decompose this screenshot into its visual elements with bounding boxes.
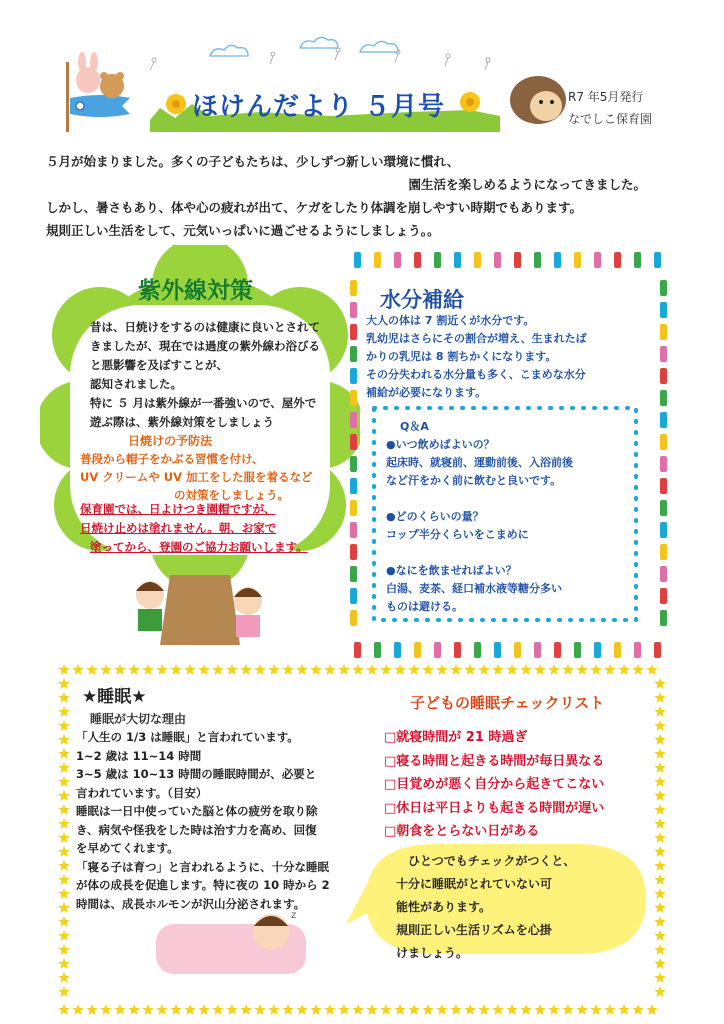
star-icon (212, 1004, 223, 1015)
star-icon (366, 664, 377, 675)
star-icon (128, 1004, 139, 1015)
water-body: 大人の体は 7 割近くが水分です。 乳幼児はさらにその割合が増え、生まれたば かりの乳児は 8 割ちかくになります。 その分失われる水分量も多く、こまめな水分 補給が必要になります。 (366, 314, 587, 399)
cup-icon (474, 252, 481, 268)
star-icon (58, 986, 69, 997)
star-icon (654, 678, 665, 689)
cup-icon (394, 252, 401, 268)
cup-icon (454, 252, 461, 268)
star-icon (380, 664, 391, 675)
star-icon (268, 1004, 279, 1015)
star-icon (492, 1004, 503, 1015)
star-icon (654, 986, 665, 997)
star-icon (352, 1004, 363, 1015)
uv-tips: 普段から帽子をかぶる習慣を付け、 UV クリームや UV 加工をした服を着るなど の対策をしましょう。 (80, 452, 313, 502)
star-icon (254, 1004, 265, 1015)
star-icon (618, 664, 629, 675)
cup-icon (660, 500, 667, 516)
star-icon (654, 860, 665, 871)
star-icon (590, 664, 601, 675)
cup-icon (454, 642, 461, 658)
cup-icon (350, 456, 357, 472)
star-icon (394, 664, 405, 675)
star-icon (492, 664, 503, 675)
star-icon (520, 664, 531, 675)
star-icon (268, 664, 279, 675)
cup-icon (350, 434, 357, 450)
star-icon (58, 874, 69, 885)
star-icon (646, 1004, 657, 1015)
star-icon (534, 1004, 545, 1015)
star-icon (58, 734, 69, 745)
school-name: なでしこ保育園 (568, 112, 653, 126)
star-icon (170, 664, 181, 675)
star-icon (58, 972, 69, 983)
star-icon (296, 664, 307, 675)
star-icon (604, 664, 615, 675)
star-icon (72, 664, 83, 675)
star-icon (422, 664, 433, 675)
star-icon (324, 1004, 335, 1015)
star-icon (654, 930, 665, 941)
cup-icon (350, 346, 357, 362)
cup-icon (660, 280, 667, 296)
star-icon (310, 1004, 321, 1015)
star-icon (170, 1004, 181, 1015)
cup-icon (660, 324, 667, 340)
star-icon (58, 1004, 69, 1015)
star-icon (296, 1004, 307, 1015)
child-girl-icon (234, 587, 262, 637)
star-icon (226, 664, 237, 675)
water-qa: Q＆A ●いつ飲めばよいの？ 起床時、就寝前、運動前後、入浴前後 など汗をかく前に飲むと良いです。 ●どのくらいの量？ コップ半分くらいをこまめに ●なにを飲ませればよい？ 白湯、麦茶、経口補水液等糖分多い ものは避ける。 (386, 420, 573, 613)
cup-icon (514, 252, 521, 268)
intro-text: ５月が始まりました。多くの子どもたちは、少しずつ新しい環境に慣れ、 園生活を楽しめるようになってきました。 しかし、暑さもあり、体や心の疲れが出て、ケガをしたり体調を崩しやすい時期でもあります。 規則正しい生活をして、元気いっぱいに過ごせるようにしましょう。。 (46, 154, 646, 238)
star-icon (212, 664, 223, 675)
star-icon (478, 1004, 489, 1015)
star-icon (506, 664, 517, 675)
checklist-item: □目覚めが悪く自分から起きてこない (384, 777, 605, 792)
cup-icon (414, 252, 421, 268)
star-icon (86, 1004, 97, 1015)
cup-icon (660, 456, 667, 472)
star-icon (380, 1004, 391, 1015)
cup-icon (654, 252, 661, 268)
star-icon (352, 664, 363, 675)
star-icon (464, 1004, 475, 1015)
cup-icon (434, 252, 441, 268)
checklist-item: □休日は平日よりも起きる時間が遅い (384, 800, 605, 816)
star-icon (422, 1004, 433, 1015)
cup-icon (350, 610, 357, 626)
cup-icon (660, 368, 667, 384)
cup-icon (660, 302, 667, 318)
star-icon (520, 1004, 531, 1015)
star-icon (72, 1004, 83, 1015)
cup-icon (350, 500, 357, 516)
cup-icon (634, 642, 641, 658)
star-icon (646, 664, 657, 675)
cup-icon (594, 252, 601, 268)
uv-body: 昔は、日焼けをするのは健康に良いとされて きましたが、現在では過度の紫外線わ浴びる と悪影響を及ぼすことが、 認知されました。 特に ５ 月は紫外線が一番強いので、屋外で 遊ぶ際は、紫外線対策をしましょう (90, 320, 320, 429)
star-icon (654, 874, 665, 885)
sleep-subtitle: 睡眠が大切な理由 (90, 712, 187, 726)
cup-icon (350, 280, 357, 296)
cup-icon (350, 588, 357, 604)
star-icon (282, 1004, 293, 1015)
star-icon (58, 818, 69, 829)
cup-icon (350, 412, 357, 428)
dandelion-seed-icon (150, 58, 156, 70)
star-icon (58, 860, 69, 871)
star-icon (310, 664, 321, 675)
star-icon (58, 678, 69, 689)
cup-icon (594, 642, 601, 658)
star-icon (450, 1004, 461, 1015)
cup-icon (660, 610, 667, 626)
star-icon (632, 664, 643, 675)
star-icon (282, 664, 293, 675)
cup-icon (614, 252, 621, 268)
star-icon (58, 958, 69, 969)
cup-icon (634, 252, 641, 268)
cup-icon (374, 642, 381, 658)
star-icon (654, 706, 665, 717)
star-icon (58, 832, 69, 843)
star-icon (114, 1004, 125, 1015)
checklist-item: □寝る時間と起きる時間が毎日異なる (384, 753, 605, 769)
star-icon (142, 1004, 153, 1015)
star-icon (100, 664, 111, 675)
star-icon (366, 1004, 377, 1015)
star-icon (654, 958, 665, 969)
star-icon (506, 1004, 517, 1015)
cup-icon (354, 252, 361, 268)
star-icon (408, 664, 419, 675)
checklist-item: □朝食をとらない日がある (384, 824, 540, 839)
star-icon (534, 664, 545, 675)
star-icon (198, 1004, 209, 1015)
star-icon (226, 1004, 237, 1015)
checklist-title: 子どもの睡眠チェックリスト (410, 694, 605, 712)
star-icon (240, 664, 251, 675)
star-icon (86, 664, 97, 675)
star-icon (654, 846, 665, 857)
star-icon (576, 1004, 587, 1015)
cup-icon (654, 642, 661, 658)
cup-icon (350, 544, 357, 560)
star-icon (58, 762, 69, 773)
bubble-text: ひとつでもチェックがつくと、 十分に睡眠がとれていない可 能性があります。 規則正しい生活リズムを心掛 けましょう。 (396, 854, 576, 960)
star-icon (58, 930, 69, 941)
cup-icon (474, 642, 481, 658)
cup-icon (660, 522, 667, 538)
cup-icon (660, 588, 667, 604)
star-icon (58, 790, 69, 801)
star-icon (58, 720, 69, 731)
svg-text:z: z (291, 910, 297, 921)
star-icon (654, 888, 665, 899)
star-icon (58, 944, 69, 955)
cup-icon (660, 390, 667, 406)
star-icon (142, 664, 153, 675)
cup-icon (374, 252, 381, 268)
star-icon (618, 1004, 629, 1015)
star-icon (450, 664, 461, 675)
star-icon (156, 664, 167, 675)
tree-trunk (160, 575, 240, 645)
star-icon (324, 664, 335, 675)
star-icon (114, 664, 125, 675)
cup-icon (534, 642, 541, 658)
star-icon (548, 1004, 559, 1015)
star-icon (58, 692, 69, 703)
star-icon (408, 1004, 419, 1015)
star-icon (576, 664, 587, 675)
cup-icon (494, 642, 501, 658)
checklist-item: □就寝時間が 21 時過ぎ (384, 730, 528, 745)
star-icon (654, 916, 665, 927)
uv-note: 保育園では、日よけつき園帽ですが、 日焼け止めは塗れません。朝、お家で 塗ってから、登園のご協力お願いします。 (80, 502, 308, 554)
cup-icon (350, 522, 357, 538)
cup-icon (660, 478, 667, 494)
star-icon (100, 1004, 111, 1015)
cup-icon (574, 252, 581, 268)
cup-icon (434, 642, 441, 658)
star-icon (184, 1004, 195, 1015)
star-icon (58, 706, 69, 717)
star-icon (548, 664, 559, 675)
star-icon (156, 1004, 167, 1015)
star-icon (198, 664, 209, 675)
star-icon (128, 664, 139, 675)
issue-info (568, 86, 652, 130)
cup-icon (660, 346, 667, 362)
cup-icon (660, 544, 667, 560)
star-icon (240, 1004, 251, 1015)
star-icon (436, 1004, 447, 1015)
child-boy-icon (136, 581, 164, 631)
cup-icon (350, 324, 357, 340)
cup-icon (554, 252, 561, 268)
star-icon (184, 664, 195, 675)
cup-icon (494, 252, 501, 268)
cup-icon (534, 252, 541, 268)
star-icon (58, 888, 69, 899)
star-icon (338, 664, 349, 675)
sleep-checklist (384, 726, 664, 844)
star-icon (58, 804, 69, 815)
cup-icon (574, 642, 581, 658)
sleep-title: ★睡眠★ (82, 687, 147, 707)
star-icon (436, 664, 447, 675)
star-icon (590, 1004, 601, 1015)
cup-icon (660, 566, 667, 582)
cup-icon (660, 412, 667, 428)
star-icon (254, 664, 265, 675)
rabbit-icon (76, 52, 100, 93)
star-icon (394, 1004, 405, 1015)
star-icon (338, 1004, 349, 1015)
cup-icon (394, 642, 401, 658)
water-title: 水分補給 (380, 288, 464, 312)
sleeping-child-icon (156, 910, 306, 974)
star-icon (478, 664, 489, 675)
star-icon (464, 664, 475, 675)
cup-icon (660, 434, 667, 450)
cloud-icon (210, 37, 398, 56)
cup-icon (350, 368, 357, 384)
cup-icon (554, 642, 561, 658)
cup-icon (350, 390, 357, 406)
uv-title: 紫外線対策 (138, 278, 253, 304)
cup-icon (514, 642, 521, 658)
star-icon (654, 692, 665, 703)
star-icon (58, 664, 69, 675)
star-icon (58, 902, 69, 913)
bear-icon (100, 72, 124, 98)
star-icon (562, 664, 573, 675)
cup-icon (350, 566, 357, 582)
star-icon (58, 916, 69, 927)
cup-icon (614, 642, 621, 658)
cup-icon (414, 642, 421, 658)
star-icon (58, 776, 69, 787)
star-icon (654, 944, 665, 955)
star-icon (562, 1004, 573, 1015)
star-icon (58, 846, 69, 857)
cup-icon (354, 642, 361, 658)
star-icon (654, 972, 665, 983)
cup-icon (350, 302, 357, 318)
star-icon (654, 902, 665, 913)
cup-icon (350, 478, 357, 494)
uv-subtitle: 日焼けの予防法 (128, 434, 213, 448)
star-icon (632, 1004, 643, 1015)
issue-date: R7 年5月発行 (568, 90, 644, 104)
sleep-body: 「人生の 1/3 は睡眠」と言われています。 1~2 歳は 11~14 時間 3~5 歳は 10~13 時間の睡眠時間が、必要と 言われています。（目安） 睡眠は一日中使っていた脳と体の疲労を取り除 き、病気や怪我をした時は治す力を高め、回復 を早めてくれます。 「寝る子は育つ」と言われるように、十分な睡眠 が体の成長を促進します。特に夜の 10 時から 2 時間は、成長ホルモンが沢山分泌されます。 (76, 730, 330, 911)
star-icon (604, 1004, 615, 1015)
star-icon (58, 748, 69, 759)
hedgehog-icon (510, 76, 566, 124)
page-title: ほけんだより ５月号 (192, 92, 446, 122)
